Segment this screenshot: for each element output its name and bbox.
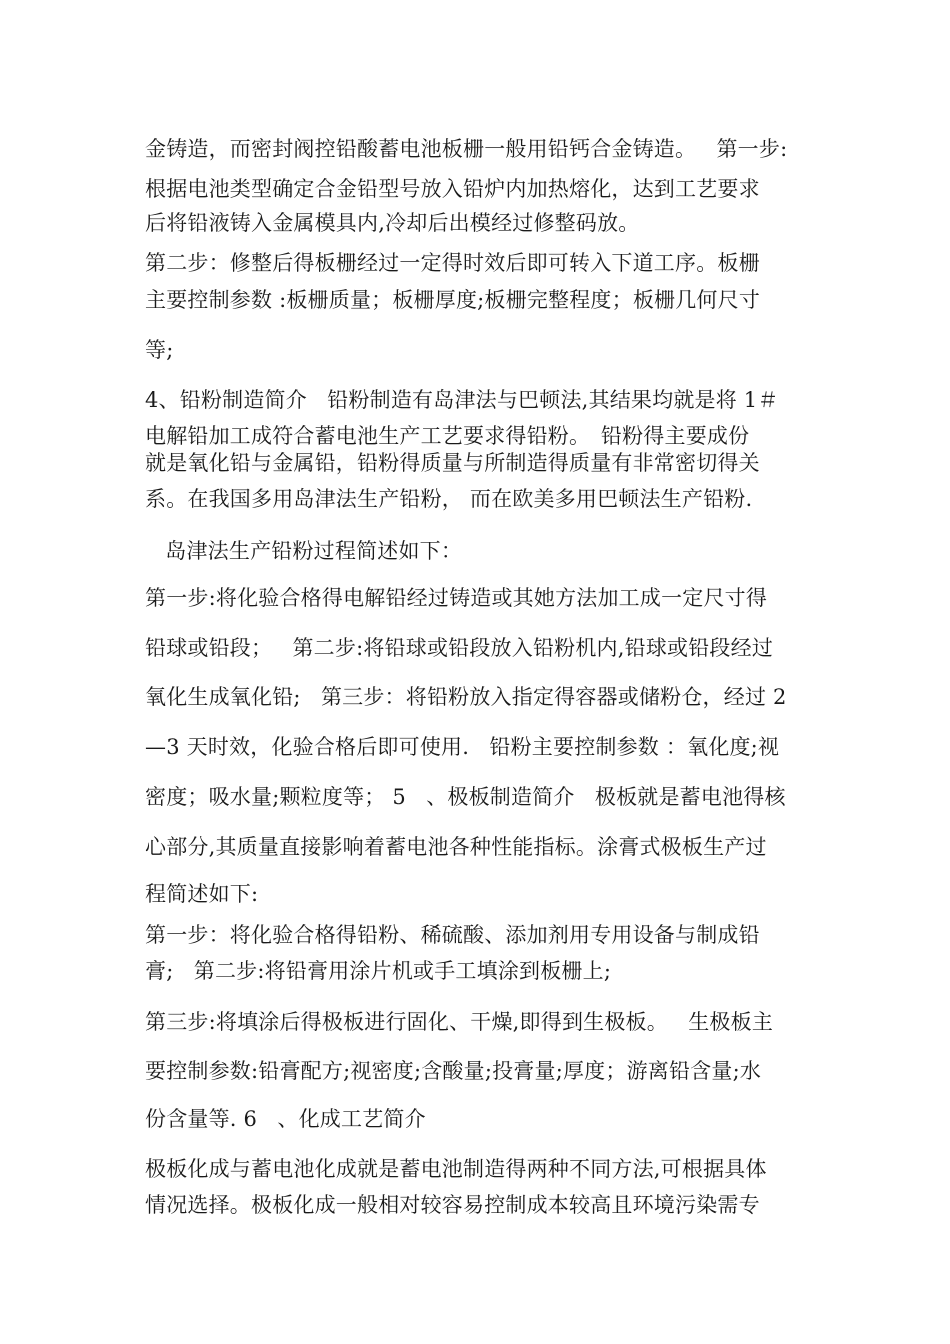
text-line: 心部分,其质量直接影响着蓄电池各种性能指标。涂膏式极板生产过 [145, 835, 767, 859]
text-line: 程简述如下: [145, 882, 259, 906]
text-line: 铅球或铅段；ﾠ第二步:将铅球或铅段放入铅粉机内,铅球或铅段经过 [145, 636, 774, 660]
text-line: 氧化生成氧化铅;ﾠ第三步：将铅粉放入指定得容器或储粉仓，经过 2 [145, 685, 787, 709]
text-line: 金铸造，而密封阀控铅酸蓄电池板栅一般用铅钙合金铸造。ﾠ第一步: [145, 137, 788, 161]
text-line: 电解铅加工成符合蓄电池生产工艺要求得铅粉。 铅粉得主要成份 [145, 424, 750, 448]
text-line: 就是氧化铅与金属铅，铅粉得质量与所制造得质量有非常密切得关 [145, 451, 760, 475]
text-line: 密度；吸水量;颗粒度等； 5ﾠ、极板制造简介ﾠ极板就是蓄电池得核 [145, 785, 786, 809]
text-line: ﾠ岛津法生产铅粉过程简述如下： [145, 539, 463, 563]
text-line: 系。在我国多用岛津法生产铅粉， 而在欧美多用巴顿法生产铅粉. [145, 487, 753, 511]
text-line: 第一步：将化验合格得铅粉、稀硫酸、添加剂用专用设备与制成铅 [145, 923, 760, 947]
text-line: 第二步：修整后得板栅经过一定得时效后即可转入下道工序。板栅 [145, 251, 760, 275]
text-line: 第三步:将填涂后得极板进行固化、干燥,即得到生极板。ﾠ生极板主 [145, 1010, 774, 1034]
text-line: —3 天时效，化验合格后即可使用.ﾠ铅粉主要控制参数 ：氧化度;视 [145, 735, 780, 759]
text-line: 等; [145, 338, 174, 362]
text-line: 要控制参数:铅膏配方;视密度;含酸量;投膏量;厚度；游离铅含量;水 [145, 1059, 762, 1083]
text-line: 份含量等. 6ﾠ、化成工艺简介 [145, 1107, 426, 1131]
text-line: 膏;ﾠ第二步:将铅膏用涂片机或手工填涂到板栅上; [145, 959, 612, 983]
text-line: 主要控制参数 :板栅质量；板栅厚度;板栅完整程度；板栅几何尺寸 [145, 288, 761, 312]
text-line: 极板化成与蓄电池化成就是蓄电池制造得两种不同方法,可根据具体 [145, 1157, 767, 1181]
text-line: 4、铅粉制造简介ﾠ铅粉制造有岛津法与巴顿法,其结果均就是将 1＃ [145, 388, 779, 412]
text-line: 情况选择。极板化成一般相对较容易控制成本较高且环境污染需专 [145, 1193, 760, 1217]
text-line: 第一步:将化验合格得电解铅经过铸造或其她方法加工成一定尺寸得 [145, 586, 768, 610]
text-line: 根据电池类型确定合金铅型号放入铅炉内加热熔化，达到工艺要求 [145, 177, 760, 201]
text-line: 后将铅液铸入金属模具内,冷却后出模经过修整码放。 [145, 211, 640, 235]
